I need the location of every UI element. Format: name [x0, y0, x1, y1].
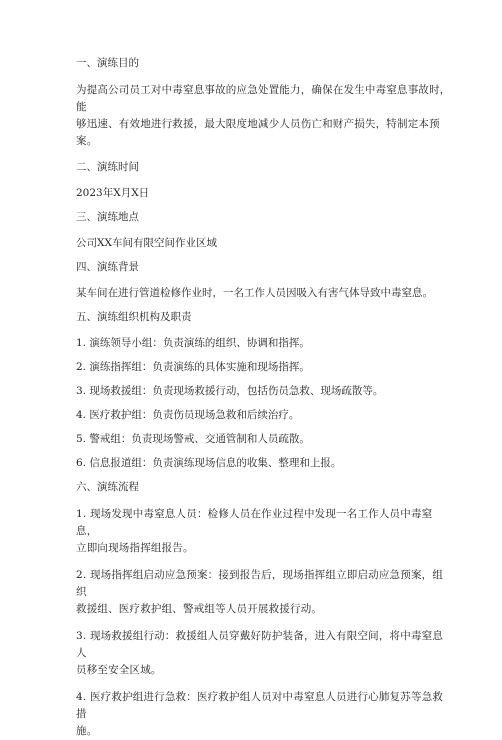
paragraph-line: 为提高公司员工对中毒窒息事故的应急处置能力，确保在发生中毒窒息事故时，能	[76, 84, 451, 113]
paragraph	[76, 567, 452, 618]
text-line: 4. 医疗救护组：负责伤员现场急救和后续治疗。	[76, 409, 300, 421]
section-heading: 一、演练目的	[76, 57, 139, 69]
paragraph-line: 2. 现场指挥组启动应急预案：接到报告后，现场指挥组立即启动应急预案，组织	[76, 569, 444, 598]
text-line: 2023年X月X日	[76, 187, 150, 199]
section-heading: 三、演练地点	[76, 211, 139, 223]
paragraph-line: 立即向现场指挥组报告。	[76, 542, 194, 554]
paragraph	[76, 506, 452, 557]
text-line: 6. 信息报道组：负责演练现场信息的收集、整理和上报。	[76, 457, 342, 469]
paragraph-line: 施。	[76, 725, 98, 737]
paragraph	[76, 628, 452, 679]
paragraph-line: 够迅速、有效地进行救援，最大限度地减少人员伤亡和财产损失，特制定本预案。	[76, 118, 440, 147]
paragraph	[76, 689, 452, 740]
section-heading: 六、演练流程	[76, 481, 139, 493]
text-line: 2. 演练指挥组：负责演练的具体实施和现场指挥。	[76, 361, 310, 373]
text-line: 1. 演练领导小组：负责演练的组织、协调和指挥。	[76, 337, 310, 349]
text-line: 某车间在进行管道检修作业时，一名工作人员因吸入有害气体导致中毒窒息。	[76, 287, 433, 299]
text-line: 5. 警戒组：负责现场警戒、交通管制和人员疏散。	[76, 433, 310, 445]
paragraph-line: 3. 现场救援组行动：救援组人员穿戴好防护装备，进入有限空间，将中毒窒息人	[76, 630, 444, 659]
paragraph-line: 救援组、医疗救护组、警戒组等人员开展救援行动。	[76, 603, 323, 615]
paragraph-line: 1. 现场发现中毒窒息人员：检修人员在作业过程中发现一名工作人员中毒窒息，	[76, 508, 433, 537]
paragraph-line: 4. 医疗救护组进行急救：医疗救护组人员对中毒窒息人员进行心肺复苏等急救措	[76, 691, 444, 720]
section-heading: 四、演练背景	[76, 261, 139, 273]
text-line: 3. 现场救援组：负责现场救援行动，包括伤员急救、现场疏散等。	[76, 385, 384, 397]
paragraph	[76, 82, 452, 150]
section-heading: 二、演练时间	[76, 161, 139, 173]
section-heading: 五、演练组织机构及职责	[76, 311, 192, 323]
text-line: 公司XX车间有限空间作业区域	[76, 237, 217, 249]
paragraph-line: 员移至安全区域。	[76, 664, 162, 676]
